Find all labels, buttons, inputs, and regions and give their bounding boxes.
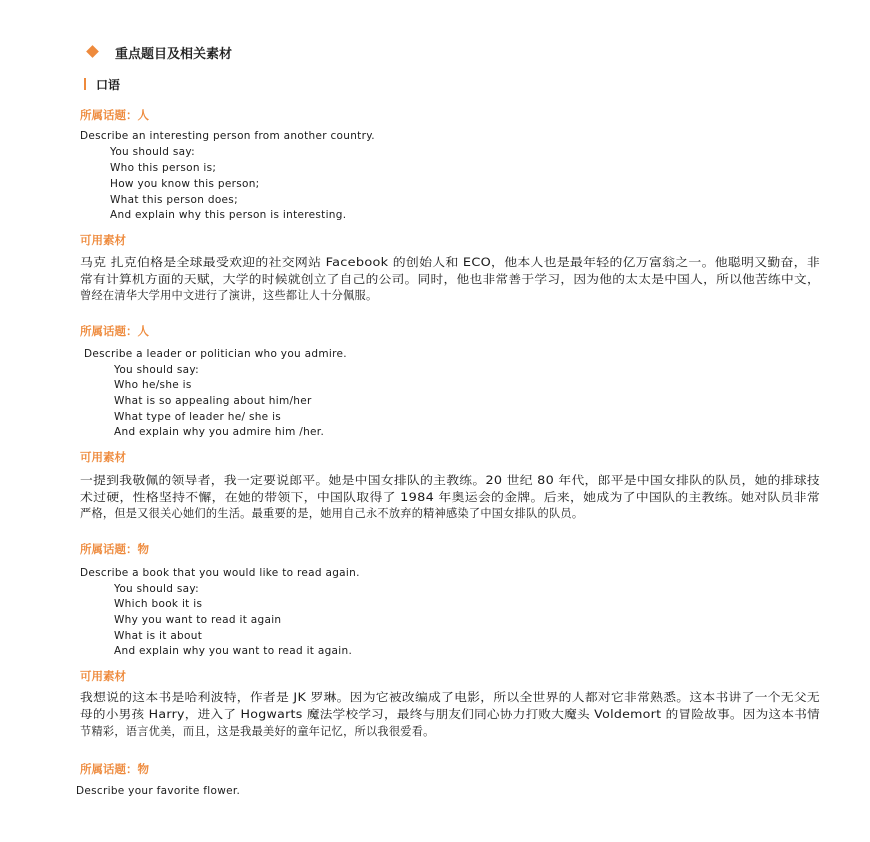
prompt-point: And explain why this person is interesting. [110, 209, 347, 221]
prompt-point: Who this person is; [110, 162, 217, 174]
prompt-point: You should say: [110, 146, 195, 158]
prompt-point: What this person does; [110, 194, 238, 206]
prompt: Describe your favorite flower. [76, 785, 241, 797]
topic-label: 所属话题：人 [80, 108, 149, 122]
diamond-bullet-icon [86, 45, 99, 58]
prompt-point: And explain why you admire him /her. [114, 426, 325, 438]
prompt-point: And explain why you want to read it again. [114, 645, 353, 657]
material-label: 可用素材 [80, 669, 126, 683]
prompt-point: What is it about [114, 630, 203, 642]
material-line: 常有计算机方面的天赋，大学的时候就创立了自己的公司。同时，他也非常善于学习，因为他的太太是中国人，所以他苦练中文， [80, 273, 820, 286]
topic-label: 所属话题：物 [80, 542, 149, 556]
prompt-point: Who he/she is [114, 379, 192, 391]
topic-label: 所属话题：人 [80, 324, 149, 338]
material-label: 可用素材 [80, 450, 126, 464]
prompt-point: What type of leader he/ she is [114, 411, 282, 423]
material-label: 可用素材 [80, 233, 126, 247]
material-line: 节精彩，语言优美，而且，这是我最美好的童年记忆，所以我很爱看。 [80, 725, 435, 738]
material-line: 严格，但是又很关心她们的生活。最重要的是，她用自己永不放弃的精神感染了中国女排队的队员。 [80, 507, 584, 520]
prompt-point: You should say: [114, 583, 199, 595]
material-line: 曾经在清华大学用中文进行了演讲，这些都让人十分佩服。 [80, 289, 378, 302]
prompt: Describe an interesting person from another country. [80, 130, 375, 142]
topic-label: 所属话题：物 [80, 762, 149, 776]
section-bar-icon [84, 78, 86, 90]
material-line: 我想说的这本书是哈利波特，作者是 JK 罗琳。因为它被改编成了电影，所以全世界的人都对它非常熟悉。这本书讲了一个无父无 [80, 691, 820, 704]
material-line: 一提到我敬佩的领导者，我一定要说郎平。她是中国女排队的主教练。20 世纪 80 年代，郎平是中国女排队的队员，她的排球技 [80, 474, 820, 487]
page-heading: 重点题目及相关素材 [115, 47, 233, 62]
prompt: Describe a leader or politician who you admire. [84, 348, 347, 360]
section-heading: 口语 [96, 78, 121, 92]
material-line: 母的小男孩 Harry，进入了 Hogwarts 魔法学校学习，最终与朋友们同心协力打败大魔头 Voldemort 的冒险故事。因为这本书情 [80, 708, 820, 721]
material-line: 马克 扎克伯格是全球最受欢迎的社交网站 Facebook 的创始人和 ECO，他本人也是最年轻的亿万富翁之一。他聪明又勤奋，非 [80, 256, 820, 269]
prompt-point: You should say: [114, 364, 199, 376]
prompt-point: How you know this person; [110, 178, 260, 190]
prompt-point: Why you want to read it again [114, 614, 282, 626]
prompt: Describe a book that you would like to read again. [80, 567, 360, 579]
material-line: 术过硬，性格坚持不懈，在她的带领下，中国队取得了 1984 年奥运会的金牌。后来，她成为了中国队的主教练。她对队员非常 [80, 491, 820, 504]
prompt-point: What is so appealing about him/her [114, 395, 312, 407]
prompt-point: Which book it is [114, 598, 203, 610]
